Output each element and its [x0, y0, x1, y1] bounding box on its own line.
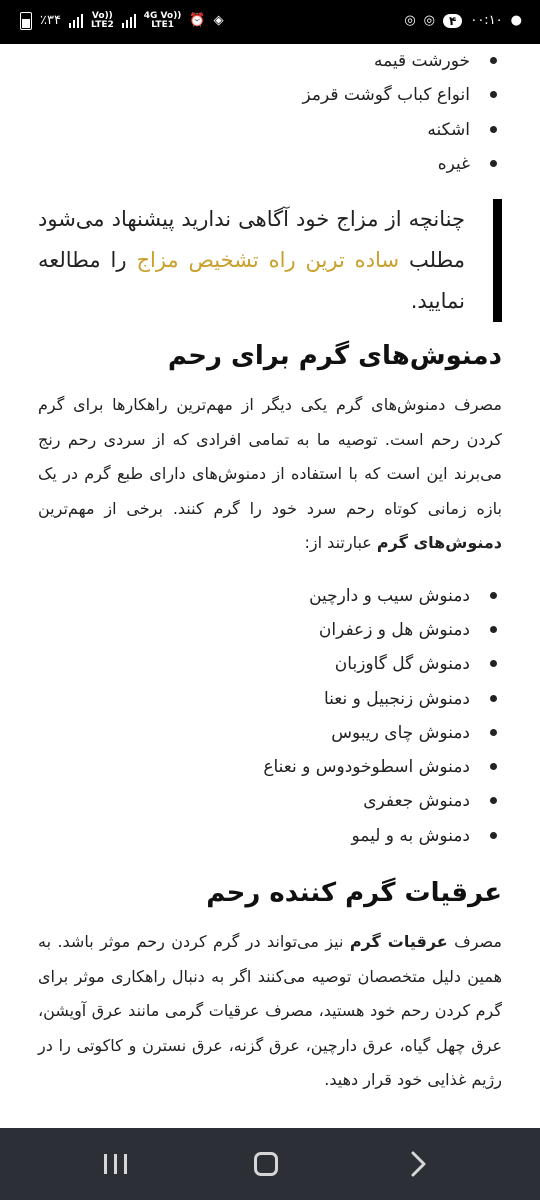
distillates-paragraph: [38, 925, 502, 1098]
network-label-2: 4G Vo)) LTE1: [143, 11, 182, 30]
herbal-teas-lead-before: برخی از مهم‌ترین: [38, 498, 163, 518]
battery-percent: ٪۳۴: [40, 13, 61, 28]
herbal-tea-item: دمنوش گل گاوزبان: [38, 647, 502, 681]
herbal-tea-item: دمنوش جعفری: [38, 784, 502, 818]
distillates-before: مصرف: [447, 932, 503, 952]
battery-icon: [20, 12, 32, 30]
signal-icon: [69, 14, 83, 28]
herbal-tea-item: دمنوش زنجبیل و نعنا: [38, 682, 502, 716]
chevron-right-icon: [398, 1148, 438, 1180]
list-item: خورشت قیمه: [38, 44, 502, 78]
distillates-after: نیز می‌تواند در گرم کردن رحم موثر باشد. به همین دلیل متخصصان توصیه می‌کنند اگر به دنبال راهکاری موثر برای گرم کردن رحم خود هستید، مصرف عرقیات گرمی مانند عرق آویشن، عرق چهل گیاه، عرق دارچین، عرق گزنه، عرق نسترن و کاکوتی را در رژیم غذایی خود قرار دهید.: [38, 932, 502, 1090]
status-time: ۰۰:۱۰: [470, 13, 503, 28]
list-item: غیره: [38, 147, 502, 181]
quote-text-before: چنانچه از مزاج خود آگاهی ندارید پیشنهاد می‌شود مطلب: [38, 207, 465, 273]
quote-text-after: را مطالعه نمایید.: [38, 248, 465, 314]
herbal-tea-item: دمنوش سیب و دارچین: [38, 579, 502, 613]
herbal-teas-paragraph: [38, 388, 502, 561]
instagram-icon: ◎: [404, 13, 416, 28]
herbal-teas-lead-after: عبارتند از:: [304, 533, 377, 553]
top-food-list: [38, 44, 502, 181]
home-button[interactable]: [246, 1148, 286, 1180]
recents-button[interactable]: [96, 1148, 136, 1180]
herbal-teas-lead-bold: دمنوش‌های گرم: [376, 533, 502, 553]
article-content[interactable]: [0, 44, 540, 1128]
instagram-icon-2: ◎: [423, 13, 436, 28]
herbal-tea-list: [38, 579, 502, 853]
herbal-tea-item: دمنوش چای ریبوس: [38, 716, 502, 750]
mizaj-quote-block: [38, 199, 502, 322]
back-button[interactable]: [398, 1148, 438, 1180]
heading-distillates: عرقیات گرم کننده رحم: [206, 878, 502, 909]
distillates-bold: عرقیات گرم: [349, 932, 448, 952]
notification-count: ۴: [443, 14, 462, 28]
list-item: انواع کباب گوشت قرمز: [38, 78, 502, 112]
herbal-tea-item: دمنوش هل و زعفران: [38, 613, 502, 647]
herbal-teas-text: مصرف دمنوش‌های گرم یکی دیگر از مهم‌ترین راهکارها برای گرم کردن رحم است. توصیه ما به تمامی افرادی که از سردی رحم رنج می‌برند این است که با استفاده از دمنوش‌های دارای طبع گرم در یک بازه زمانی کوتاه رحم سرد خود را گرم کنند.: [38, 395, 502, 518]
system-navigation-bar: [0, 1128, 540, 1200]
list-item: اشکنه: [38, 113, 502, 147]
signal-icon-2: [122, 14, 136, 28]
heading-herbal-teas: دمنوش‌های گرم برای رحم: [167, 341, 502, 372]
status-left: [20, 12, 224, 30]
network-label-1: Vo)) LTE2: [90, 11, 114, 30]
herbal-tea-item: دمنوش به و لیمو: [38, 819, 502, 853]
data-saver-icon: ◈: [213, 13, 224, 28]
alarm-icon: ⏰: [189, 13, 206, 28]
herbal-tea-item: دمنوش اسطوخودوس و نعناع: [38, 750, 502, 784]
status-bar: [0, 0, 540, 44]
home-icon: [254, 1152, 278, 1176]
mizaj-link[interactable]: ساده ترین راه تشخیص مزاج: [136, 248, 400, 273]
dot-icon: ●: [510, 13, 522, 28]
status-right: [404, 12, 522, 30]
